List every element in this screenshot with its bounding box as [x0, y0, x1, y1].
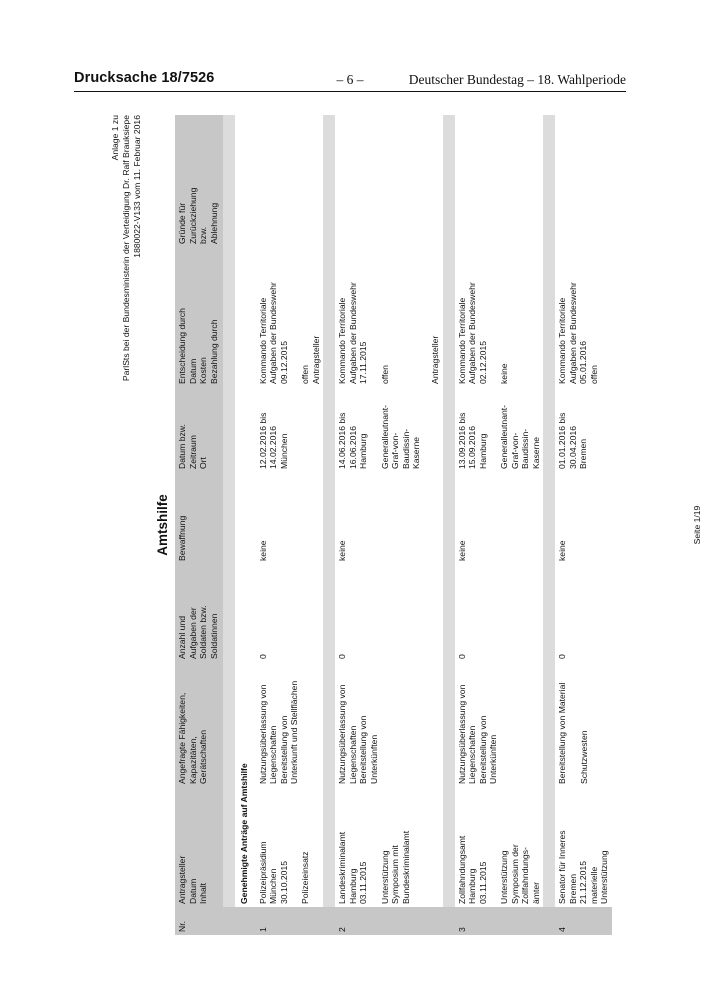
separator-band: [223, 115, 235, 935]
cell-faehigkeiten: Nutzungsüberlassung von Liegenschaften Bereitstellung von Unterkunft und Stellflächen: [257, 680, 299, 784]
section-row: [235, 115, 256, 935]
cell-datum: 12.02.2016 bis 14.02.2016 München: [257, 412, 289, 469]
table-header-row: [175, 115, 223, 935]
row-number: 1: [256, 907, 324, 935]
cell-datum: 14.06.2016 bis 16.06.2016 Hamburg Generalleutnant- Graf-von- Baudissin- Kaserne: [337, 404, 421, 469]
cell-entscheidung: Kommando Territoriale Aufgaben der Bundeswehr 17.11.2015 offen Antragsteller: [337, 282, 440, 384]
cell-datum: 13.09.2016 bis 15.09.2016 Hamburg Generalleutnant- Graf-von- Baudissin- Kaserne: [456, 404, 541, 469]
header-bewaffnung: Bewaffnung: [175, 472, 223, 564]
cell-datum: 01.01.2016 bis 30.04.2016 Bremen: [557, 412, 588, 469]
separator-band: [543, 115, 555, 935]
cell-gruende: [455, 115, 544, 247]
document-number: Drucksache 18/7526: [74, 70, 215, 86]
table-row: [455, 115, 544, 935]
page-header: [74, 70, 626, 92]
header-faehigkeiten: Angefragte Fähigkeiten, Kapazitäten, Gerätschaften: [175, 662, 223, 787]
cell-antragsteller: Senator für Inneres Bremen 21.12.2015 materielle Unterstützung: [557, 830, 609, 904]
header-entscheidung: Entscheidung durch Datum Kosten Bezahlung durch: [175, 247, 223, 387]
cell-bewaffnung: keine: [456, 540, 467, 561]
cell-anzahl: 0: [337, 654, 347, 659]
cell-antragsteller: Polizeipräsidium München 30.10.2015 Polizeieinsatz: [257, 841, 310, 904]
row-number: 4: [555, 907, 612, 935]
table-row: [335, 115, 443, 935]
cell-entscheidung: Kommando Territoriale Aufgaben der Bundeswehr 02.12.2015 keine: [456, 282, 509, 384]
header-rule: [74, 91, 626, 92]
cell-bewaffnung: keine: [337, 540, 347, 561]
page-number: – 6 –: [336, 72, 364, 87]
cell-anzahl: 0: [557, 654, 567, 659]
cell-faehigkeiten: Bereitstellung von Material Schutzwesten: [557, 682, 589, 784]
separator-band: [323, 115, 335, 935]
table-row: [555, 115, 612, 935]
cell-anzahl: 0: [257, 654, 268, 659]
cell-anzahl: 0: [456, 654, 467, 659]
rotated-annex-page: [110, 115, 710, 935]
cell-faehigkeiten: Nutzungsüberlassung von Liegenschaften Bereitstellung von Unterkünften: [456, 684, 498, 784]
header-gruende: Gründe für Zurückziehung bzw. Ablehnung: [175, 115, 223, 247]
amtshilfe-table: [175, 115, 612, 935]
parliament-period: Deutscher Bundestag – 18. Wahlperiode: [408, 72, 626, 87]
cell-faehigkeiten: Nutzungsüberlassung von Liegenschaften Bereitstellung von Unterkünften: [337, 684, 379, 784]
cell-antragsteller: Landeskriminalamt Hamburg 03.11.2015 Unterstützung Symposium mit Bundeskriminalamt: [337, 830, 411, 904]
cell-entscheidung: Kommando Territoriale Aufgaben der Bundeswehr 05.01.2016 offen: [557, 282, 599, 384]
cell-entscheidung: Kommando Territoriale Aufgaben der Bundeswehr 09.12.2015 offen Antragsteller: [257, 282, 321, 384]
header-antragsteller: Antragsteller Datum Inhalt: [175, 787, 223, 907]
document-title: Amtshilfe: [155, 494, 170, 556]
annex-reference: Anlage 1 zu ParlSts bei der Bundesministerin der Verteidigung Dr. Ralf Brauksiepe 1880022-V133 vom 11. Februar 2016: [110, 115, 142, 382]
header-datum: Datum bzw. Zeitraum Ort: [175, 387, 223, 472]
cell-bewaffnung: keine: [257, 540, 268, 561]
cell-gruende: [555, 115, 612, 247]
header-anzahl: Anzahl und Aufgaben der Soldaten bzw. Soldatinnen: [175, 564, 223, 662]
cell-gruende: [256, 115, 324, 247]
cell-antragsteller: Zollfahndungsamt Hamburg 03.11.2015 Unterstützung Symposium der Zollfahndungs- ämter: [456, 835, 541, 904]
section-title: Genehmigte Anträge auf Amtshilfe: [239, 763, 249, 904]
page-footer: Seite 1/19: [692, 505, 702, 545]
row-number: 3: [455, 907, 544, 935]
separator-band: [443, 115, 455, 935]
header-nr: Nr.: [175, 907, 223, 935]
row-number: 2: [335, 907, 443, 935]
table-row: [256, 115, 324, 935]
cell-bewaffnung: keine: [557, 540, 567, 561]
cell-gruende: [335, 115, 443, 247]
